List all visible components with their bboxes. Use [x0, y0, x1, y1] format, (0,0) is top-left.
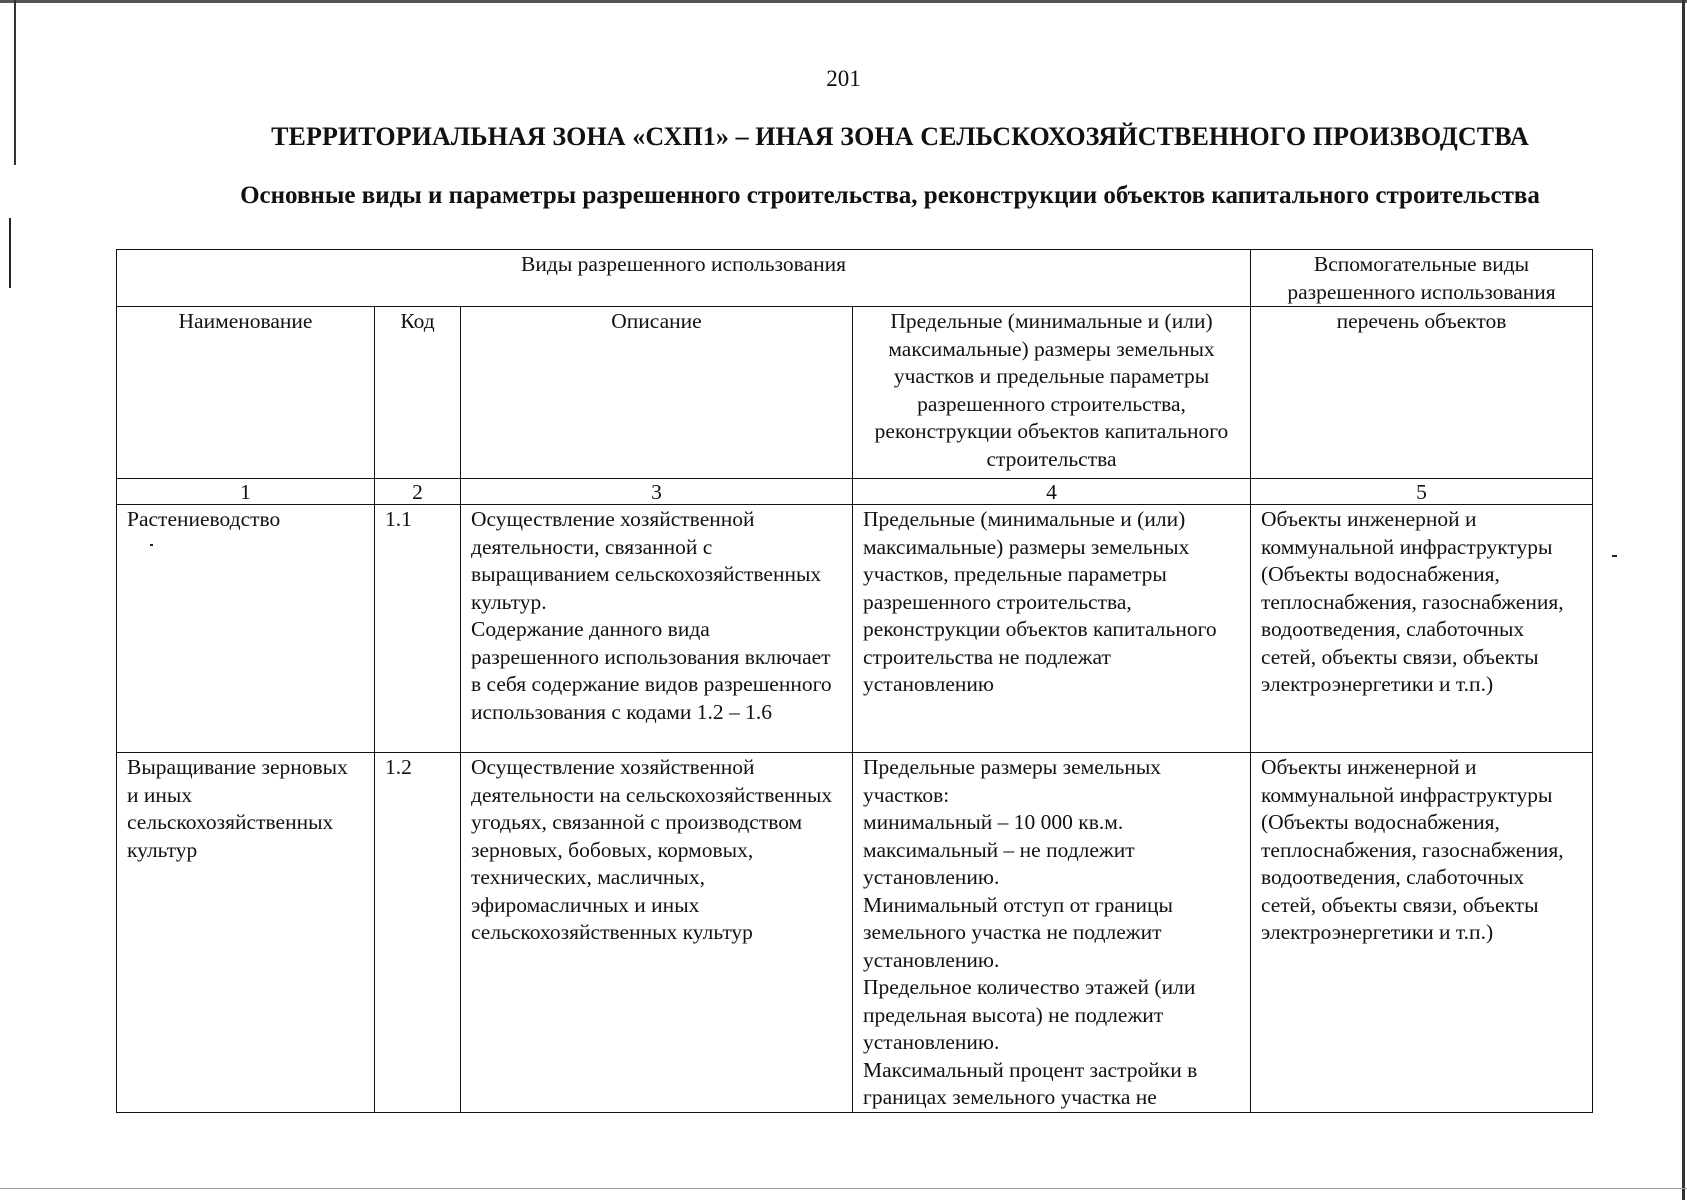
- table-row: [117, 753, 1593, 1113]
- column-header-objects: перечень объектов: [1251, 307, 1593, 479]
- column-header-limits: Предельные (минимальные и (или) максимальные) размеры земельных участков и предельные параметры разрешенного строительства, реконструкции объектов капитального строительства: [853, 307, 1251, 479]
- column-header-name: Наименование: [117, 307, 375, 479]
- table-row: [117, 505, 1593, 753]
- column-number: 3: [461, 479, 853, 505]
- scan-edge-bottom: [0, 1188, 1687, 1189]
- scan-speck: [1612, 555, 1617, 557]
- column-header-row: [117, 307, 1593, 479]
- column-header-code: Код: [375, 307, 461, 479]
- row-limits: Предельные (минимальные и (или) максимальные) размеры земельных участков, предельные параметры разрешенного строительства, реконструкции объектов капитального строительства не подлежат установлению: [853, 505, 1251, 753]
- row-name: Выращивание зерновых и иных сельскохозяйственных культур: [117, 753, 375, 1113]
- scan-mark: [9, 218, 11, 288]
- row-code: 1.2: [375, 753, 461, 1113]
- page-number: 201: [826, 66, 861, 91]
- row-description: Осуществление хозяйственной деятельности, связанной с выращиванием сельскохозяйственных культур. Содержание данного вида разрешенного использования включает в себя содержание видов разрешенного использования с кодами 1.2 – 1.6: [461, 505, 853, 753]
- column-number-row: [117, 479, 1593, 505]
- group-header-row: [117, 250, 1593, 307]
- zone-title: ТЕРРИТОРИАЛЬНАЯ ЗОНА «СХП1» – ИНАЯ ЗОНА СЕЛЬСКОХОЗЯЙСТВЕННОГО ПРОИЗВОДСТВА: [271, 122, 1529, 151]
- zoning-table: [116, 249, 1593, 1113]
- column-number: 1: [117, 479, 375, 505]
- section-title: Основные виды и параметры разрешенного строительства, реконструкции объектов капитального строительства: [240, 182, 1540, 209]
- row-description: Осуществление хозяйственной деятельности на сельскохозяйственных угодьях, связанной с производством зерновых, бобовых, кормовых, технических, масличных, эфиромасличных и иных сельскохозяйственных культур: [461, 753, 853, 1113]
- row-objects: Объекты инженерной и коммунальной инфраструктуры (Объекты водоснабжения, теплоснабжения, газоснабжения, водоотведения, слаботочных сетей, объекты связи, объекты электроэнергетики и т.п.): [1251, 505, 1593, 753]
- row-code: 1.1: [375, 505, 461, 753]
- row-limits: Предельные размеры земельных участков: минимальный – 10 000 кв.м. максимальный – не подлежит установлению. Минимальный отступ от границы земельного участка не подлежит установлению. Предельное количество этажей (или предельная высота) не подлежит установлению. Максимальный процент застройки в границах земельного участка не: [853, 753, 1251, 1113]
- column-number: 2: [375, 479, 461, 505]
- row-name: Растениеводство: [117, 505, 375, 753]
- column-number: 5: [1251, 479, 1593, 505]
- column-header-description: Описание: [461, 307, 853, 479]
- scan-edge-right: [1682, 0, 1685, 1200]
- column-number: 4: [853, 479, 1251, 505]
- group-header-auxiliary: Вспомогательные виды разрешенного использования: [1251, 250, 1593, 307]
- row-objects: Объекты инженерной и коммунальной инфраструктуры (Объекты водоснабжения, теплоснабжения, газоснабжения, водоотведения, слаботочных сетей, объекты связи, объекты электроэнергетики и т.п.): [1251, 753, 1593, 1113]
- scan-edge-top: [0, 0, 1687, 3]
- group-header-main: Виды разрешенного использования: [117, 250, 1251, 307]
